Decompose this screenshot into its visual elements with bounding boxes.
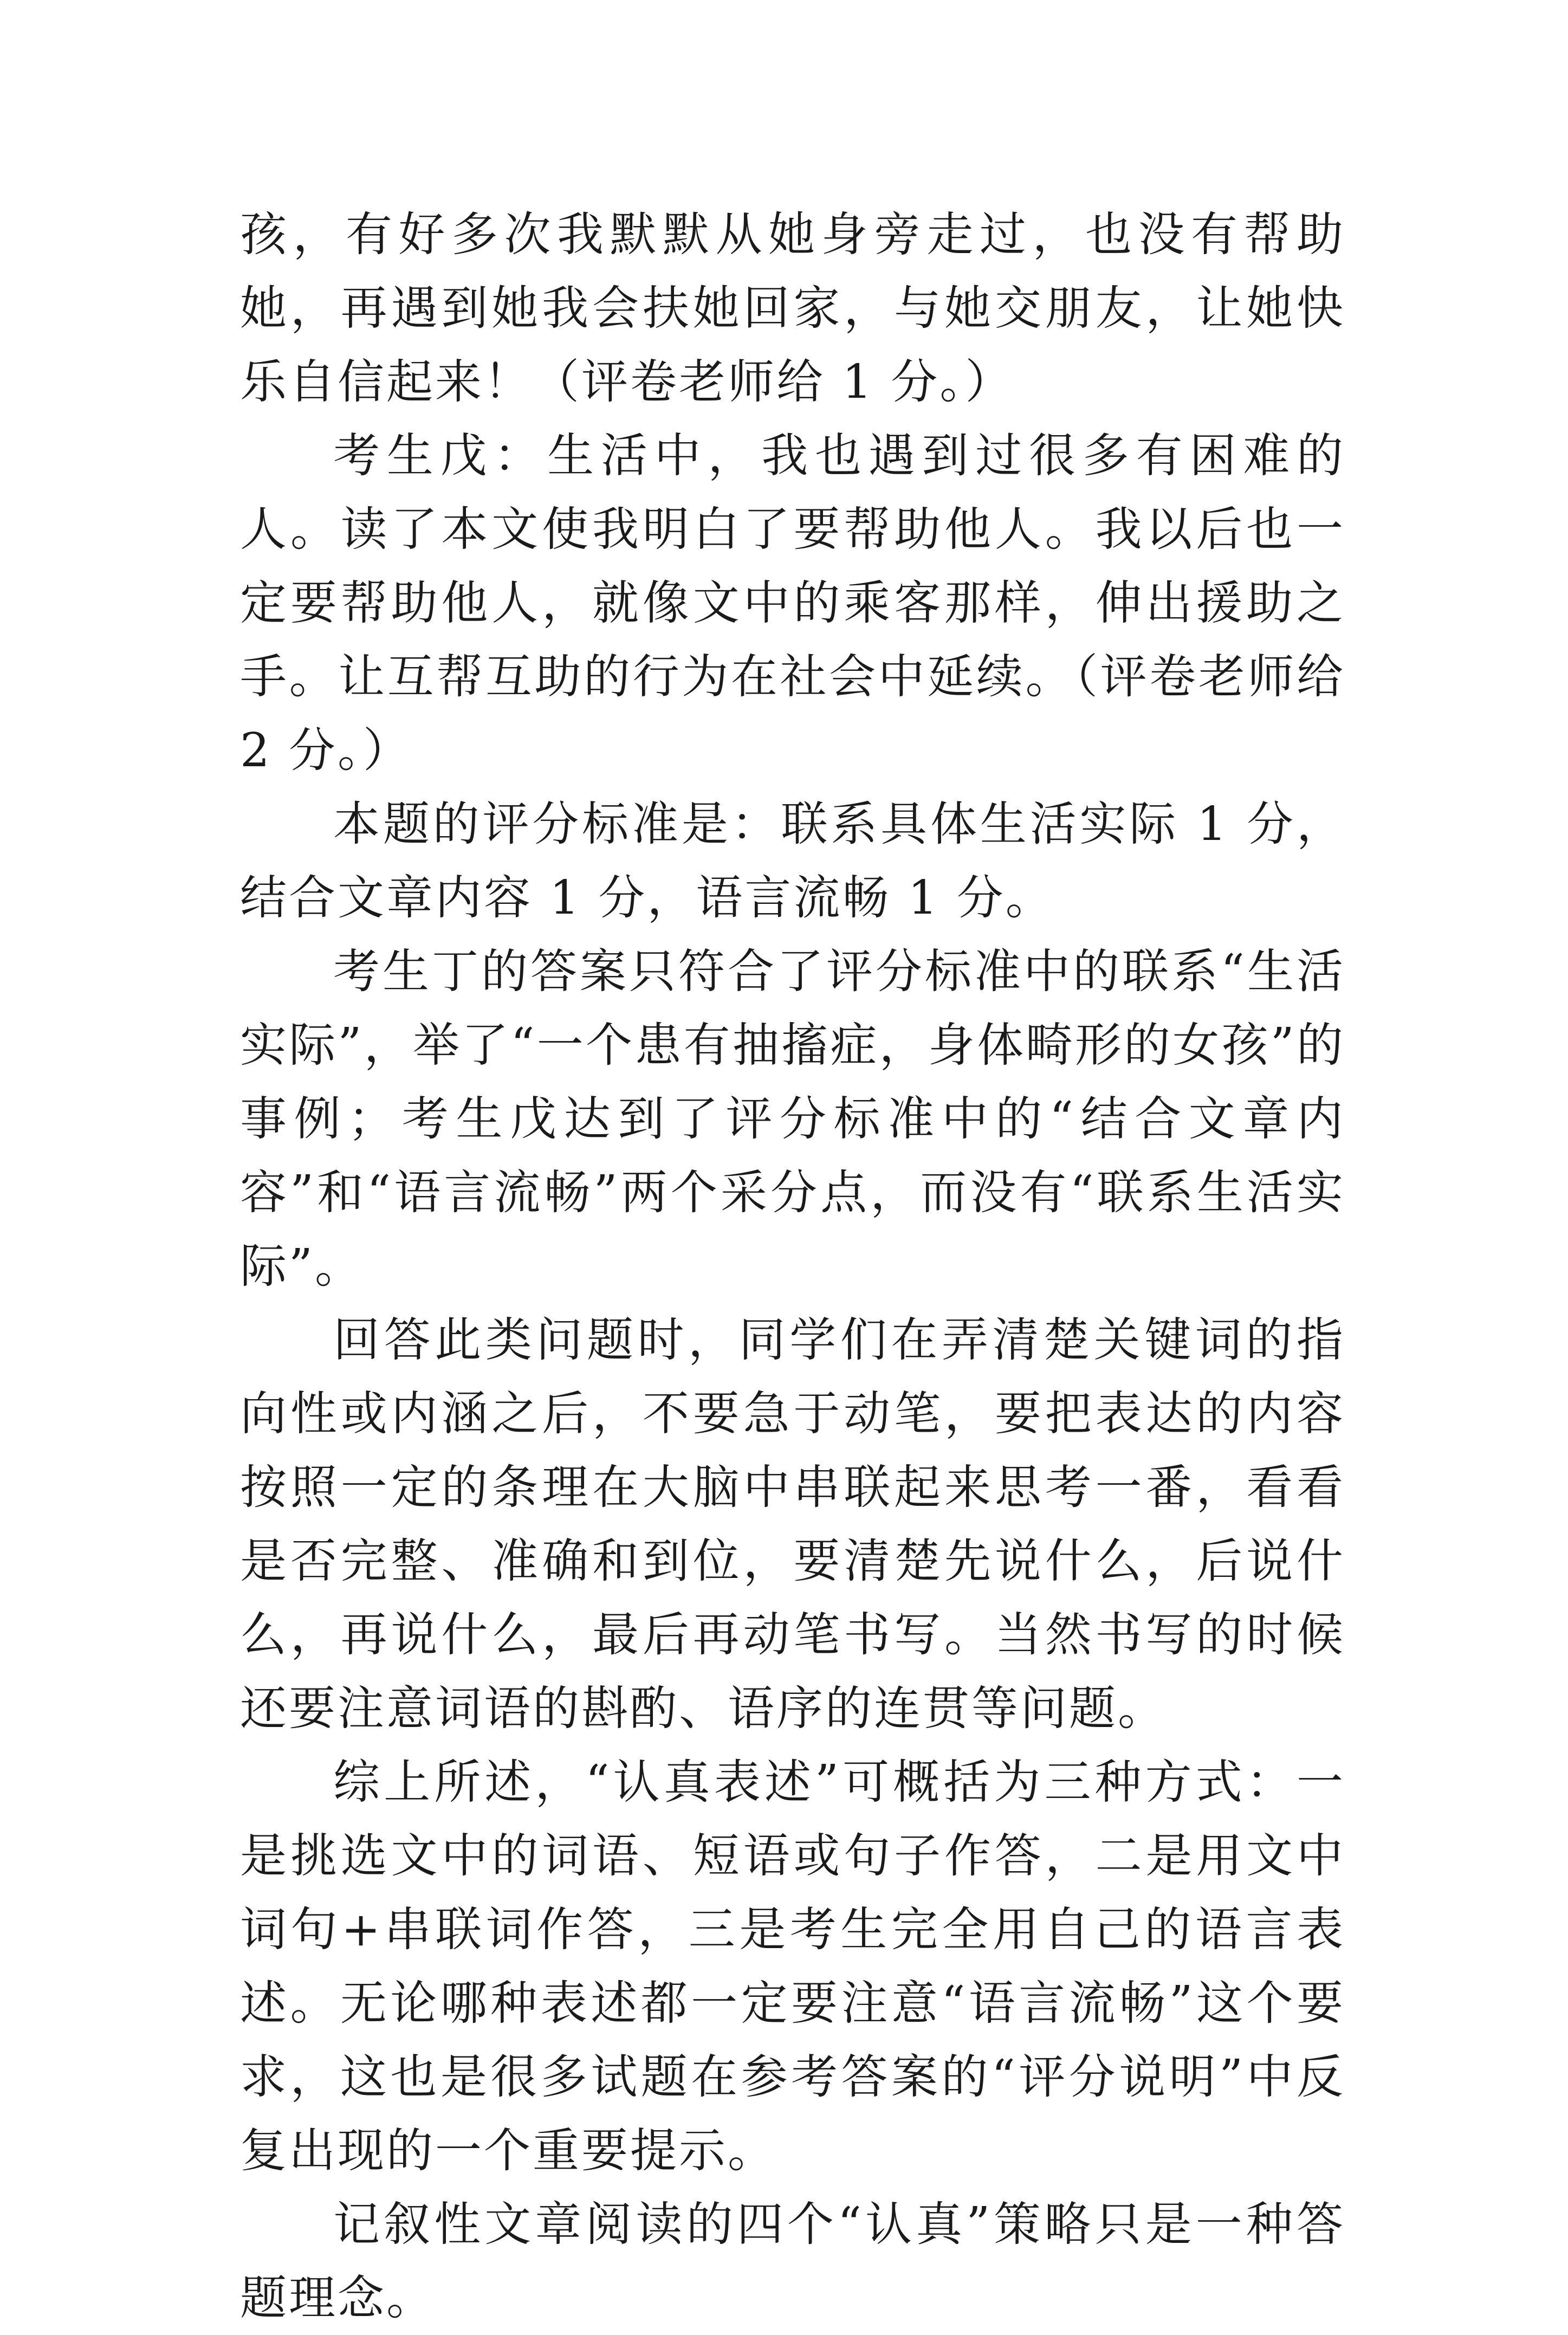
paragraph-6: 综上所述，“认真表述”可概括为三种方式：一是挑选文中的词语、短语或句子作答，二是用文中词句+串联词作答，三是考生完全用自己的语言表述。无论哪种表述都一定要注意“语言流畅”这个要求，这也是很多试题在参考答案的“评分说明”中反复出现的一个重要提示。 xyxy=(240,1755,1345,2178)
paragraph-1: 孩，有好多次我默默从她身旁走过，也没有帮助她，再遇到她我会扶她回家，与她交朋友，让她快乐自信起来！（评卷老师给 1 分。） xyxy=(240,208,1345,409)
paragraph-2: 考生戊：生活中，我也遇到过很多有困难的人。读了本文使我明白了要帮助他人。我以后也一定要帮助他人，就像文中的乘客那样，伸出援助之手。让互帮互助的行为在社会中延续。（评卷老师给 2 分。） xyxy=(240,429,1345,778)
body-text xyxy=(240,198,1345,2335)
paragraph-5: 回答此类问题时，同学们在弄清楚关键词的指向性或内涵之后，不要急于动笔，要把表达的内容按照一定的条理在大脑中串联起来思考一番，看看是否完整、准确和到位，要清楚先说什么，后说什么，再说什么，最后再动笔书写。当然书写的时候还要注意词语的斟酌、语序的连贯等问题。 xyxy=(240,1313,1345,1736)
paragraph-3: 本题的评分标准是：联系具体生活实际 1 分，结合文章内容 1 分，语言流畅 1 分。 xyxy=(240,797,1345,925)
paragraph-7: 记叙性文章阅读的四个“认真”策略只是一种答题理念。 xyxy=(240,2197,1345,2325)
paragraph-4: 考生丁的答案只符合了评分标准中的联系“生活实际”，举了“一个患有抽搐症，身体畸形的女孩”的事例；考生戊达到了评分标准中的“结合文章内容”和“语言流畅”两个采分点，而没有“联系生活实际”。 xyxy=(240,945,1345,1293)
